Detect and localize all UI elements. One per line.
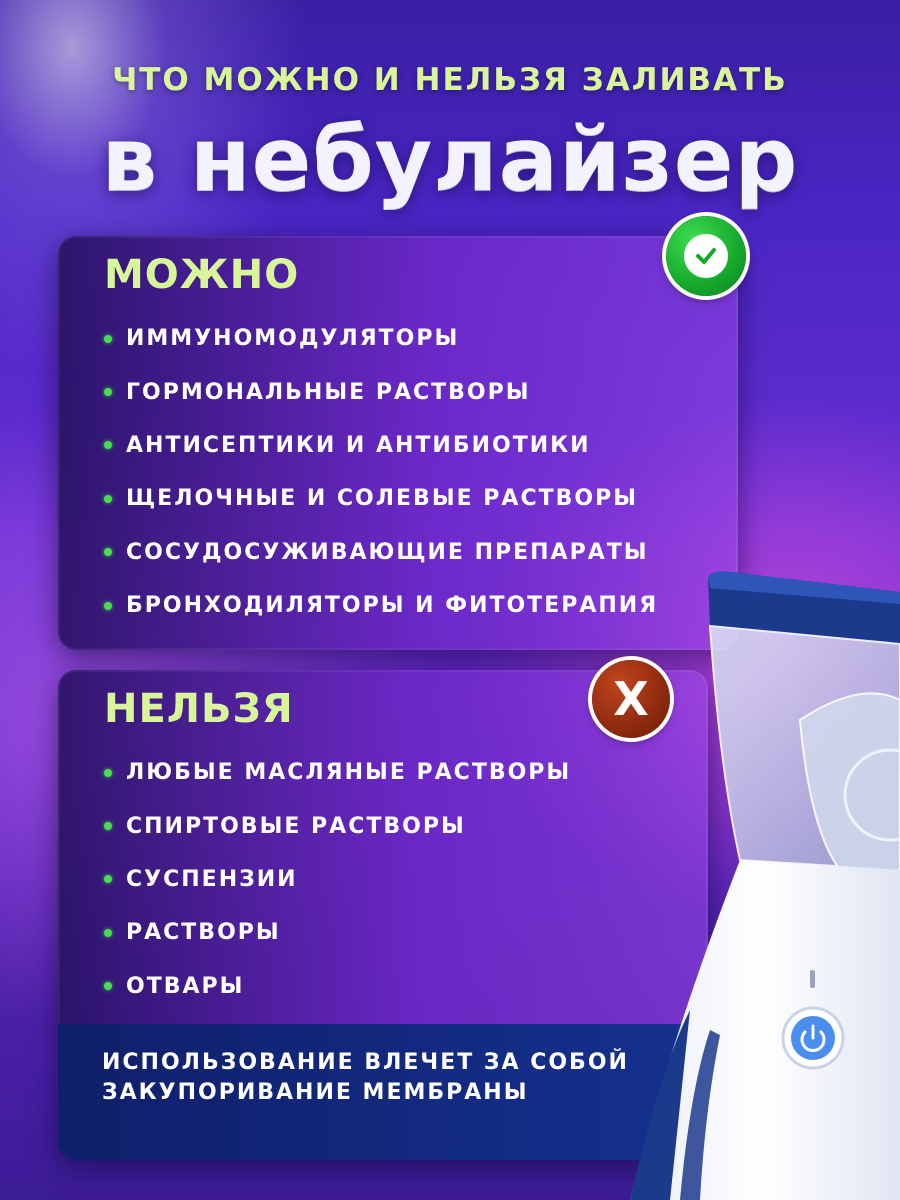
forbidden-title: НЕЛЬЗЯ [104, 686, 294, 732]
bullet-icon [104, 602, 112, 610]
list-item: СОСУДОСУЖИВАЮЩИЕ ПРЕПАРАТЫ [104, 526, 658, 579]
warning-note: ИСПОЛЬЗОВАНИЕ ВЛЕЧЕТ ЗА СОБОЙ ЗАКУПОРИВАНИЕ МЕМБРАНЫ [102, 1050, 629, 1105]
list-item: АНТИСЕПТИКИ И АНТИБИОТИКИ [104, 419, 658, 472]
bullet-icon [104, 982, 112, 990]
list-item: СПИРТОВЫЕ РАСТВОРЫ [104, 799, 571, 852]
forbidden-list [104, 746, 571, 1013]
header-subtitle: ЧТО МОЖНО И НЕЛЬЗЯ ЗАЛИВАТЬ [112, 62, 788, 98]
nebulizer-device-image [560, 570, 900, 1200]
bullet-icon [104, 875, 112, 883]
bullet-icon [104, 441, 112, 449]
list-item: РАСТВОРЫ [104, 906, 571, 959]
bullet-icon [104, 388, 112, 396]
list-item: ОТВАРЫ [104, 960, 571, 1013]
list-item: ИММУНОМОДУЛЯТОРЫ [104, 312, 658, 365]
list-item: БРОНХОДИЛЯТОРЫ И ФИТОТЕРАПИЯ [104, 579, 658, 632]
bullet-icon [104, 769, 112, 777]
bullet-icon [104, 335, 112, 343]
header-title: в небулайзер [101, 108, 799, 211]
bullet-icon [104, 495, 112, 503]
bullet-icon [104, 548, 112, 556]
checkmark-icon [666, 216, 746, 296]
allowed-title: МОЖНО [104, 252, 300, 298]
bullet-icon [104, 929, 112, 937]
list-item: СУСПЕНЗИИ [104, 853, 571, 906]
cross-icon: X [592, 660, 670, 738]
list-item: ЛЮБЫЕ МАСЛЯНЫЕ РАСТВОРЫ [104, 746, 571, 799]
bullet-icon [104, 822, 112, 830]
list-item: ЩЕЛОЧНЫЕ И СОЛЕВЫЕ РАСТВОРЫ [104, 472, 658, 525]
list-item: ГОРМОНАЛЬНЫЕ РАСТВОРЫ [104, 365, 658, 418]
